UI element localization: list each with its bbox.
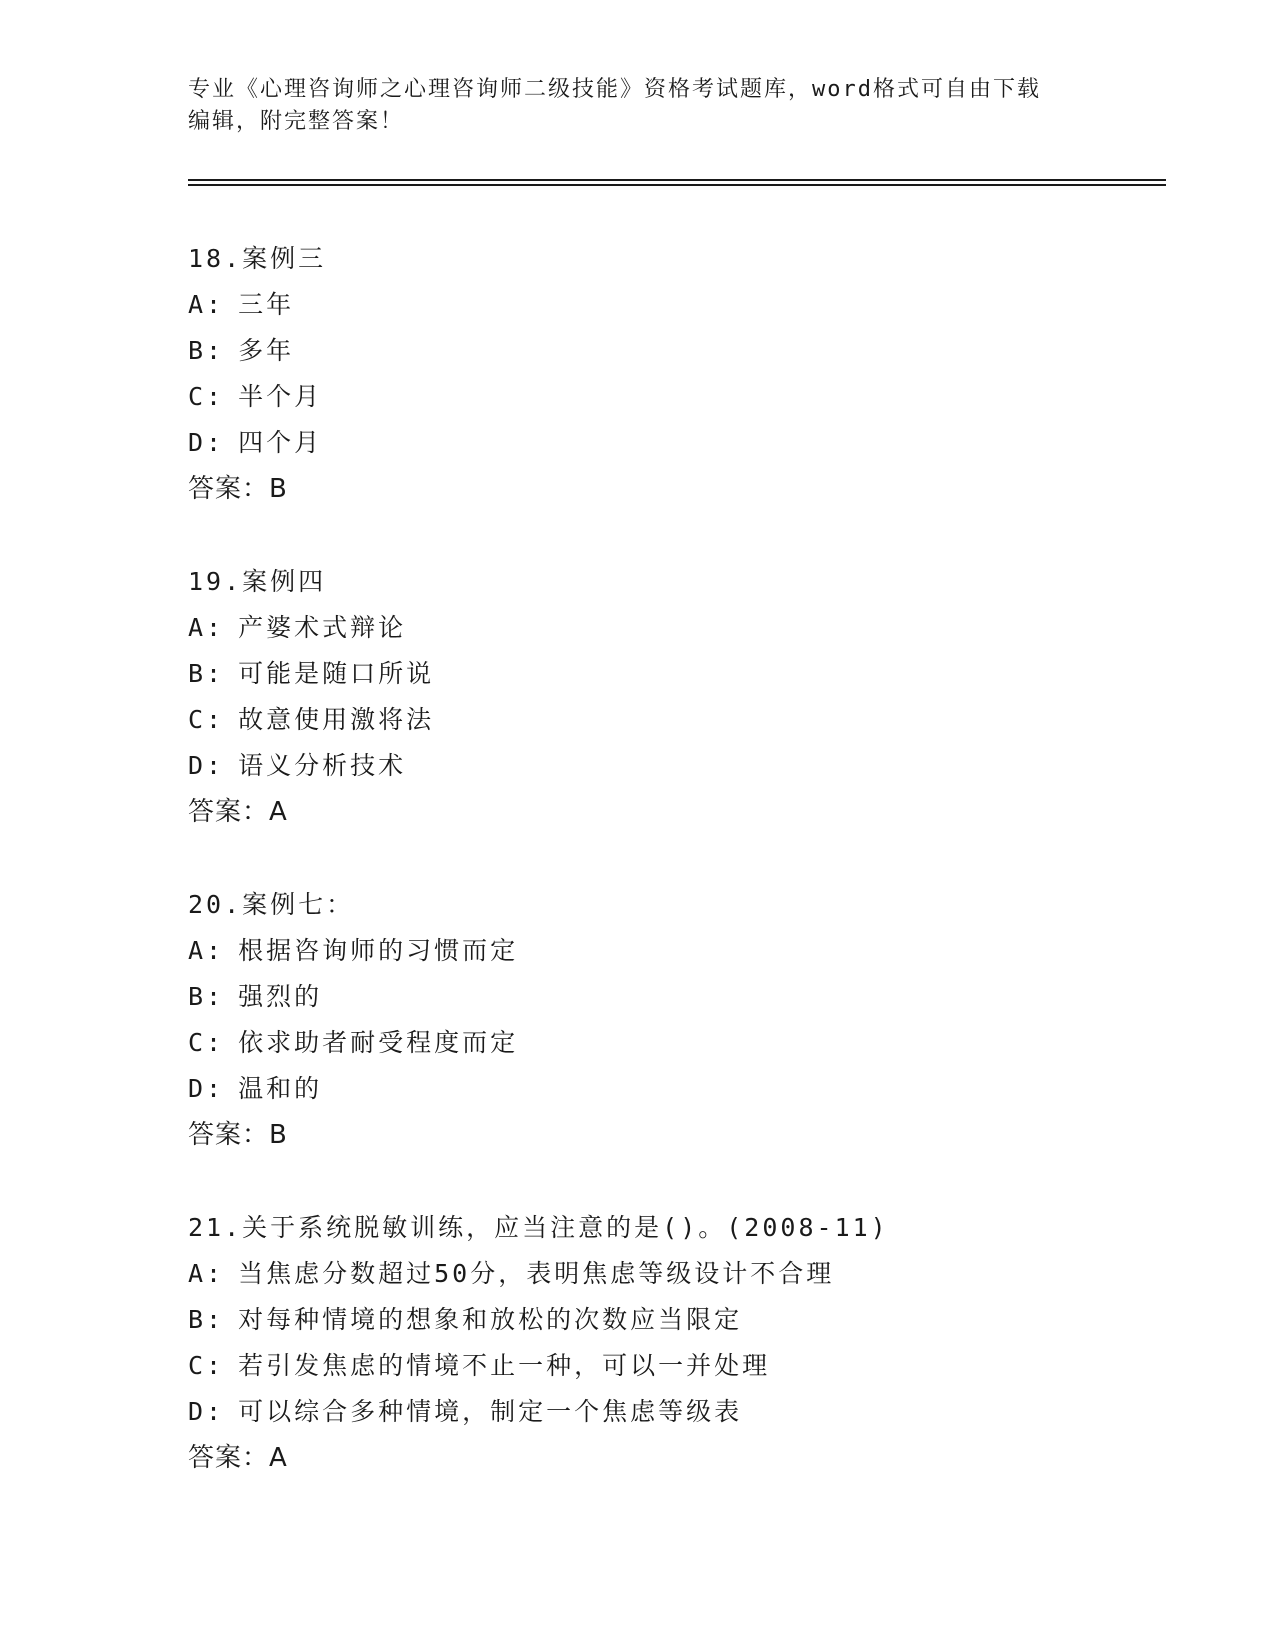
question-stem: 20.案例七： <box>188 890 355 919</box>
option-text: 可以综合多种情境，制定一个焦虑等级表 <box>238 1397 743 1426</box>
option-letter: A: <box>188 1259 225 1288</box>
question-stem: 21.关于系统脱敏训练，应当注意的是()。(2008-11) <box>188 1213 889 1242</box>
option-c <box>188 697 1168 743</box>
option-letter: C: <box>188 705 225 734</box>
header-divider-top <box>188 179 1166 181</box>
option-letter: D: <box>188 428 225 457</box>
option-text: 强烈的 <box>238 982 323 1011</box>
option-letter: A: <box>188 936 225 965</box>
option-text: 根据咨询师的习惯而定 <box>238 936 519 965</box>
option-text: 语义分析技术 <box>238 751 407 780</box>
option-b <box>188 974 1168 1020</box>
option-a <box>188 605 1168 651</box>
option-a <box>188 1251 1168 1297</box>
option-letter: A: <box>188 613 225 642</box>
option-c <box>188 374 1168 420</box>
question-19 <box>188 559 1168 835</box>
header-divider-bottom <box>188 184 1166 186</box>
option-letter: C: <box>188 1351 225 1380</box>
option-text: 故意使用激将法 <box>238 705 435 734</box>
option-text: 半个月 <box>238 382 323 411</box>
question-18 <box>188 236 1168 512</box>
header-line-2: 编辑，附完整答案！ <box>188 109 405 134</box>
option-text: 当焦虑分数超过50分，表明焦虑等级设计不合理 <box>238 1259 835 1288</box>
option-letter: D: <box>188 1074 225 1103</box>
option-text: 依求助者耐受程度而定 <box>238 1028 519 1057</box>
option-letter: A: <box>188 290 225 319</box>
question-20 <box>188 882 1168 1158</box>
question-spacer <box>188 1158 1168 1205</box>
option-text: 多年 <box>238 336 295 365</box>
option-letter: B: <box>188 982 225 1011</box>
question-21 <box>188 1205 1168 1481</box>
option-d <box>188 743 1168 789</box>
question-list <box>188 236 1168 1481</box>
option-text: 对每种情境的想象和放松的次数应当限定 <box>238 1305 743 1334</box>
option-letter: C: <box>188 1028 225 1057</box>
option-b <box>188 328 1168 374</box>
question-stem: 18.案例三 <box>188 244 327 273</box>
answer-line: 答案：A <box>188 1443 288 1473</box>
option-b <box>188 1297 1168 1343</box>
option-d <box>188 420 1168 466</box>
option-text: 可能是随口所说 <box>238 659 435 688</box>
answer-line: 答案：A <box>188 797 288 827</box>
question-spacer <box>188 512 1168 559</box>
option-letter: D: <box>188 1397 225 1426</box>
option-text: 产婆术式辩论 <box>238 613 407 642</box>
option-text: 四个月 <box>238 428 323 457</box>
option-c <box>188 1343 1168 1389</box>
document-header <box>188 74 1088 138</box>
option-text: 三年 <box>238 290 295 319</box>
option-d <box>188 1389 1168 1435</box>
option-a <box>188 282 1168 328</box>
question-stem: 19.案例四 <box>188 567 327 596</box>
option-letter: B: <box>188 1305 225 1334</box>
option-letter: D: <box>188 751 225 780</box>
option-a <box>188 928 1168 974</box>
answer-line: 答案：B <box>188 1120 288 1150</box>
answer-line: 答案：B <box>188 474 288 504</box>
option-letter: B: <box>188 659 225 688</box>
option-c <box>188 1020 1168 1066</box>
option-letter: C: <box>188 382 225 411</box>
option-b <box>188 651 1168 697</box>
option-letter: B: <box>188 336 225 365</box>
option-text: 温和的 <box>238 1074 323 1103</box>
option-d <box>188 1066 1168 1112</box>
header-line-1: 专业《心理咨询师之心理咨询师二级技能》资格考试题库，word格式可自由下载 <box>188 77 1041 102</box>
option-text: 若引发焦虑的情境不止一种，可以一并处理 <box>238 1351 771 1380</box>
question-spacer <box>188 835 1168 882</box>
